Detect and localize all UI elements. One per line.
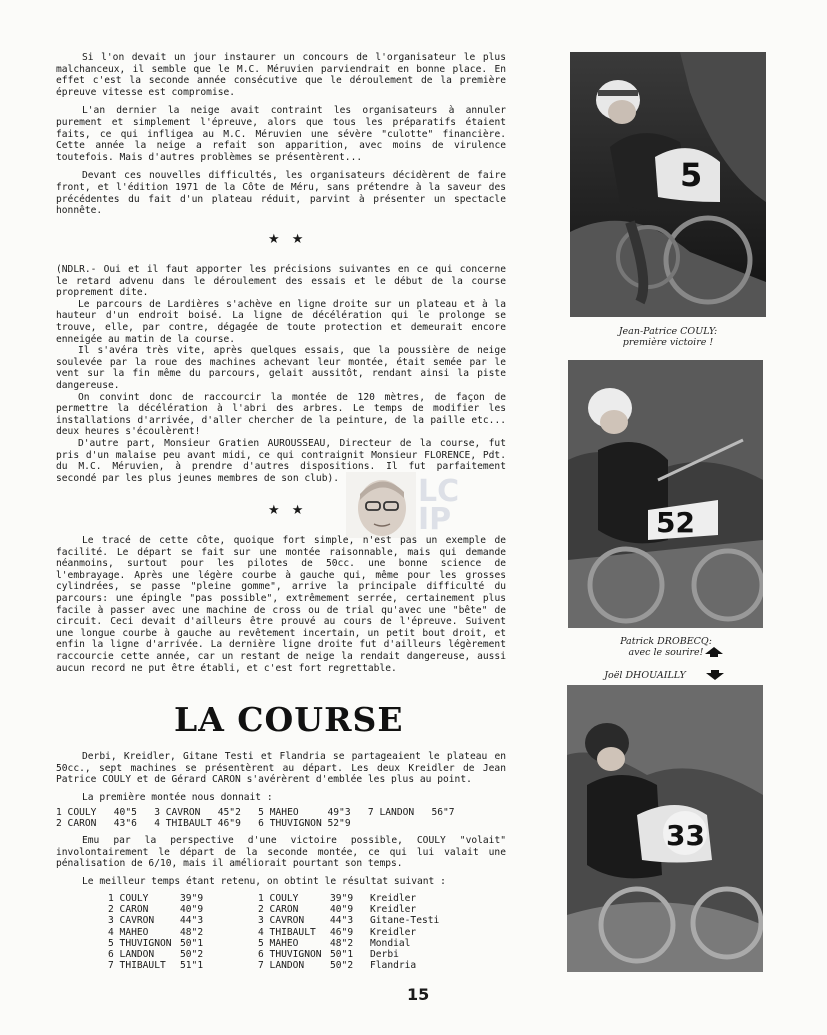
table-cell: 3 CAVRON	[108, 915, 155, 927]
ndlr-paragraph-5: D'autre part, Monsieur Gratien AUROUSSEAU, Directeur de la course, fut pris d'un malaise peu avant midi, ce qui contraignit Monsieur FLORENCE, Pdt. du M.C. Méruvien, à prendre d'autres dispositions. Il fut parfaitement secondé par les plus jeunes membres de son club).	[56, 437, 506, 484]
ndlr-paragraph-4: On convint donc de raccourcir la montée de 120 mètres, de façon de permettre la décélération à l'abri des arbres. Le temps de modifier les installations d'arrivée, d'aller chercher de la peinture, de la paille etc... deux heures s'écoulèrent!	[56, 391, 506, 438]
table-row	[258, 927, 450, 938]
table-cell: 2 CARON	[258, 904, 299, 916]
arrow-up-icon	[705, 647, 723, 654]
table-cell: 2 CARON	[56, 818, 114, 830]
table-cell: 3 CAVRON	[136, 807, 218, 818]
table-row	[108, 949, 220, 960]
table-cell: 45"2	[217, 807, 241, 818]
caption-line-1: Jean-Patrice COULY:	[618, 326, 718, 337]
result-label: Le meilleur temps étant retenu, on obtint le résultat suivant :	[82, 875, 446, 887]
table-row	[258, 904, 450, 915]
bike-number-5: 5	[680, 156, 703, 194]
table-cell: 49"3	[327, 807, 351, 818]
table-cell: 40"5	[113, 807, 137, 818]
table-cell: 43"6	[113, 818, 137, 830]
arrow-up-icon-base	[710, 654, 718, 657]
table-row	[108, 960, 220, 971]
caption-line-2: avec le sourire!	[628, 647, 704, 658]
table-row	[108, 893, 220, 904]
table-cell: Gitane-Testi	[370, 915, 440, 927]
table-cell	[351, 818, 432, 829]
table-cell: 4 MAHEO	[108, 926, 149, 938]
table-cell: 50"2	[180, 949, 204, 961]
table-cell: 5 MAHEO	[240, 807, 328, 818]
bike-number-33: 33	[666, 819, 705, 852]
table-cell	[431, 818, 454, 829]
table-cell: 44"3	[180, 915, 204, 927]
intro-paragraph-2: L'an dernier la neige avait contraint les organisateurs à annuler purement et simplement l'épreuve, alors que tous les préparatifs étaient faits, ce qui infligea au M.C. Méruvien une sévère "culotte" financière. Cette année la neige a refait son apparition, avec moins de virulence toutefois. Mais d'autres problèmes se présentèrent...	[56, 105, 506, 163]
ndlr-paragraph-2: Le parcours de Lardières s'achève en ligne droite sur un plateau et à la hauteur d'un endroit boisé. La ligne de décélération qui le prolonge se trouve, elle, par contre, dégagée de toute protection et demeurait encore enneigée au matin de la course.	[56, 298, 506, 345]
table-cell: 40"9	[330, 904, 354, 916]
table-row	[108, 927, 220, 938]
caption-dhouailly: Joël DHOUAILLY	[604, 670, 686, 681]
table-cell: 7 THIBAULT	[108, 960, 166, 972]
table-cell: 50"1	[330, 949, 354, 961]
arrow-down-icon	[706, 673, 724, 680]
race-paragraph-1: Derbi, Kreidler, Gitane Testi et Flandria se partageaient le plateau en 50cc., sept machines se présentèrent au départ. Les deux Kreidler de Jean Patrice COULY et de Gérard CARON s'avérèrent d'emblée les plus au point.	[56, 751, 506, 786]
table-cell: 44"3	[330, 915, 354, 927]
watermark-logo: LC IP	[418, 474, 460, 537]
table-cell: 1 COULY	[108, 893, 149, 904]
table-row	[258, 938, 450, 949]
table-cell: Derbi	[370, 949, 399, 961]
photo-drobecq	[568, 360, 763, 628]
section-divider-stars-2: ★ ★	[268, 503, 308, 518]
section-divider-stars: ★ ★	[268, 232, 308, 247]
table-cell: 50"2	[330, 960, 354, 972]
track-description	[56, 535, 506, 674]
photo-dhouailly	[567, 685, 763, 972]
intro-paragraph-1: Si l'on devait un jour instaurer un concours de l'organisateur le plus malchanceux, il semble que le M.C. Méruvien parviendrait en bonne place. En effet c'est la seconde année consécutive que le déroulement de la première épreuve vitesse est compromise.	[56, 52, 506, 98]
table-cell: 2 CARON	[108, 904, 149, 916]
intro-section	[56, 52, 506, 217]
table-cell: 7 LANDON	[258, 960, 305, 972]
caption-couly	[590, 326, 746, 348]
table-cell: 48"2	[330, 937, 354, 949]
table-cell: Kreidler	[370, 893, 417, 904]
table-cell: Kreidler	[370, 904, 417, 916]
table-cell: 7 LANDON	[350, 807, 432, 818]
table-cell: Flandria	[370, 960, 417, 972]
table-cell: 50"1	[180, 937, 204, 949]
table-cell: 6 THUVIGNON	[240, 818, 328, 830]
first-run-label: La première montée nous donnait :	[82, 791, 273, 803]
table-row	[56, 807, 455, 818]
photo-couly	[570, 52, 766, 317]
table-cell: 52"9	[327, 818, 351, 830]
table-row	[56, 818, 455, 829]
table-cell: 5 THUVIGNON	[108, 937, 172, 949]
race-second-run	[56, 835, 506, 887]
bike-number-52: 52	[656, 506, 695, 539]
table-cell: Mondial	[370, 937, 411, 949]
result-table-left	[108, 893, 220, 971]
table-row	[108, 938, 220, 949]
table-cell: 56"7	[431, 807, 455, 818]
table-cell: 4 THIBAULT	[136, 818, 218, 830]
first-run-table	[56, 807, 455, 829]
table-row	[258, 915, 450, 926]
ndlr-paragraph-3: Il s'avéra très vite, après quelques essais, que la poussière de neige soulevée par la roue des machines achevant leur montée, était semée par le vent sur la fin même du parcours, gelait aussitôt, rendant ainsi la piste dangereuse.	[56, 345, 506, 391]
table-cell: 39"9	[180, 893, 204, 904]
track-paragraph: Le tracé de cette côte, quoique fort simple, n'est pas un exemple de facilité. Le départ se fait sur une montée raisonnable, mais qui demande néanmoins, surtout pour les pilotes de 50cc. une bonne science de l'embrayage. Après une légère courbe à gauche qui, même pour les grosses cylindrées, se passe "pleine gomme", arrive la principale difficulté du parcours: une épingle "pas possible", extrêmement serrée, certainement plus facile à passer avec une machine de cross ou de trial qu'avec une "bête" de circuit. Ceci devait d'ailleurs être prouvé au cours de l'épreuve. Suivent une longue courbe à gauche au revêtement incertain, un petit bout droit, et enfin la ligne d'arrivée. La dernière ligne droite fut d'ailleurs légèrement raccourcie cette année, car un restant de neige la rendait dangereuse, aussi aucun record ne put être établi, et c'est fort regrettable.	[56, 535, 506, 674]
ndlr-paragraph-1: (NDLR.- Oui et il faut apporter les précisions suivantes en ce qui concerne le retard advenu dans le déroulement des essais et le début de la course proprement dite.	[56, 264, 506, 299]
table-cell: 40"9	[180, 904, 204, 916]
table-cell: 48"2	[180, 926, 204, 938]
table-cell: 5 MAHEO	[258, 937, 299, 949]
section-headline: LA COURSE	[174, 700, 404, 739]
race-paragraph-2: Emu par la perspective d'une victoire possible, COULY "volait" involontairement le départ de la seconde montée, ce qui lui valait une pénalisation de 6/10, mais il améliorait pourtant son temps.	[56, 835, 506, 870]
race-intro	[56, 751, 506, 803]
table-cell: 39"9	[330, 893, 354, 904]
portrait-photo	[346, 472, 416, 538]
table-cell: 4 THIBAULT	[258, 926, 316, 938]
result-table-right	[258, 893, 450, 971]
table-cell: 46"9	[330, 926, 354, 938]
ndlr-section	[56, 264, 506, 484]
table-row	[258, 893, 450, 904]
table-cell: 6 LANDON	[108, 949, 155, 961]
caption-line-1: Patrick DROBECQ:	[620, 636, 712, 647]
page-number: 15	[407, 985, 430, 1004]
table-cell: 46"9	[217, 818, 241, 830]
table-cell: 1 COULY	[56, 807, 114, 818]
table-cell: 51"1	[180, 960, 204, 972]
table-cell: 3 CAVRON	[258, 915, 305, 927]
table-row	[258, 949, 450, 960]
caption-line-2: première victoire !	[622, 337, 714, 348]
intro-paragraph-3: Devant ces nouvelles difficultés, les organisateurs décidèrent de faire front, et l'édition 1971 de la Côte de Méru, sans prétendre à la saveur des précédentes du fait d'un plateau réduit, parvint à présenter un spectacle honnête.	[56, 170, 506, 217]
table-row	[108, 904, 220, 915]
table-row	[108, 915, 220, 926]
table-row	[258, 960, 450, 971]
table-cell: 1 COULY	[258, 893, 299, 904]
table-cell: Kreidler	[370, 926, 417, 938]
table-cell: 6 THUVIGNON	[258, 949, 322, 961]
